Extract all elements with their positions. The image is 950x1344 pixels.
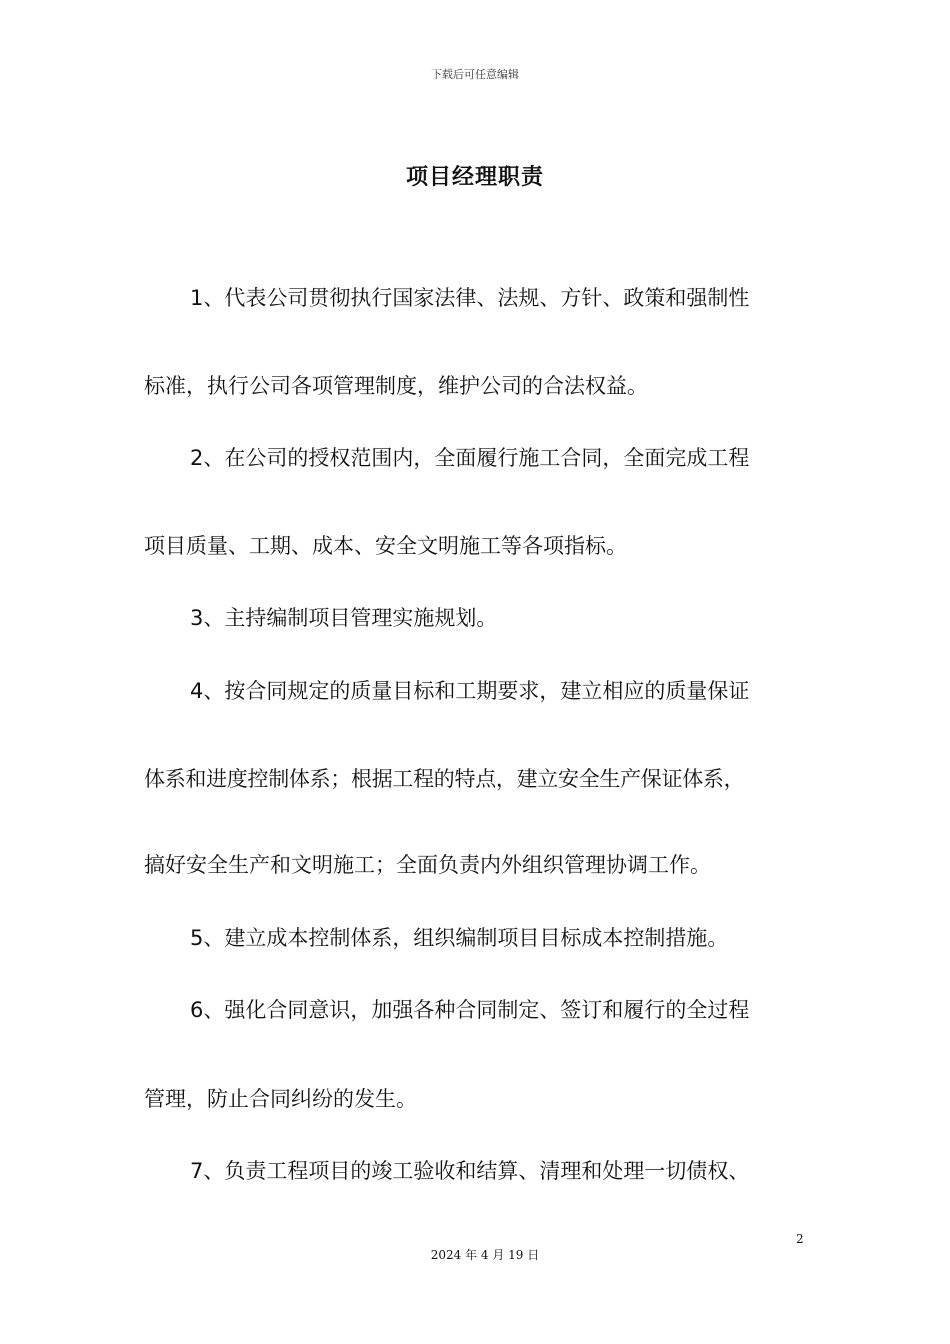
paragraph-line: 项目质量、工期、成本、安全文明施工等各项指标。: [144, 534, 627, 558]
paragraph-line: 管理，防止合同纠纷的发生。: [144, 1087, 417, 1111]
paragraph-line: 2、在公司的授权范围内，全面履行施工合同，全面完成工程: [190, 446, 750, 470]
paragraph-line: 5、建立成本控制体系，组织编制项目目标成本控制措施。: [190, 926, 729, 950]
footer-date: 2024 年 4 月 19 日: [430, 1248, 540, 1262]
paragraph-line: 3、主持编制项目管理实施规划。: [190, 606, 498, 630]
paragraph-line: 体系和进度控制体系；根据工程的特点，建立安全生产保证体系，: [144, 767, 745, 791]
paragraph-line: 1、代表公司贯彻执行国家法律、法规、方针、政策和强制性: [190, 286, 750, 310]
paragraph-line: 标准，执行公司各项管理制度，维护公司的合法权益。: [144, 374, 648, 398]
page-header: 下载后可任意编辑: [431, 68, 519, 81]
document-title: 项目经理职责: [405, 165, 544, 190]
paragraph-line: 6、强化合同意识，加强各种合同制定、签订和履行的全过程: [190, 998, 750, 1022]
paragraph-line: 7、负责工程项目的竣工验收和结算、清理和处理一切债权、: [190, 1159, 750, 1183]
page-number: 2: [796, 1232, 804, 1246]
paragraph-line: 搞好安全生产和文明施工；全面负责内外组织管理协调工作。: [144, 853, 711, 877]
paragraph-line: 4、按合同规定的质量目标和工期要求，建立相应的质量保证: [190, 679, 750, 703]
